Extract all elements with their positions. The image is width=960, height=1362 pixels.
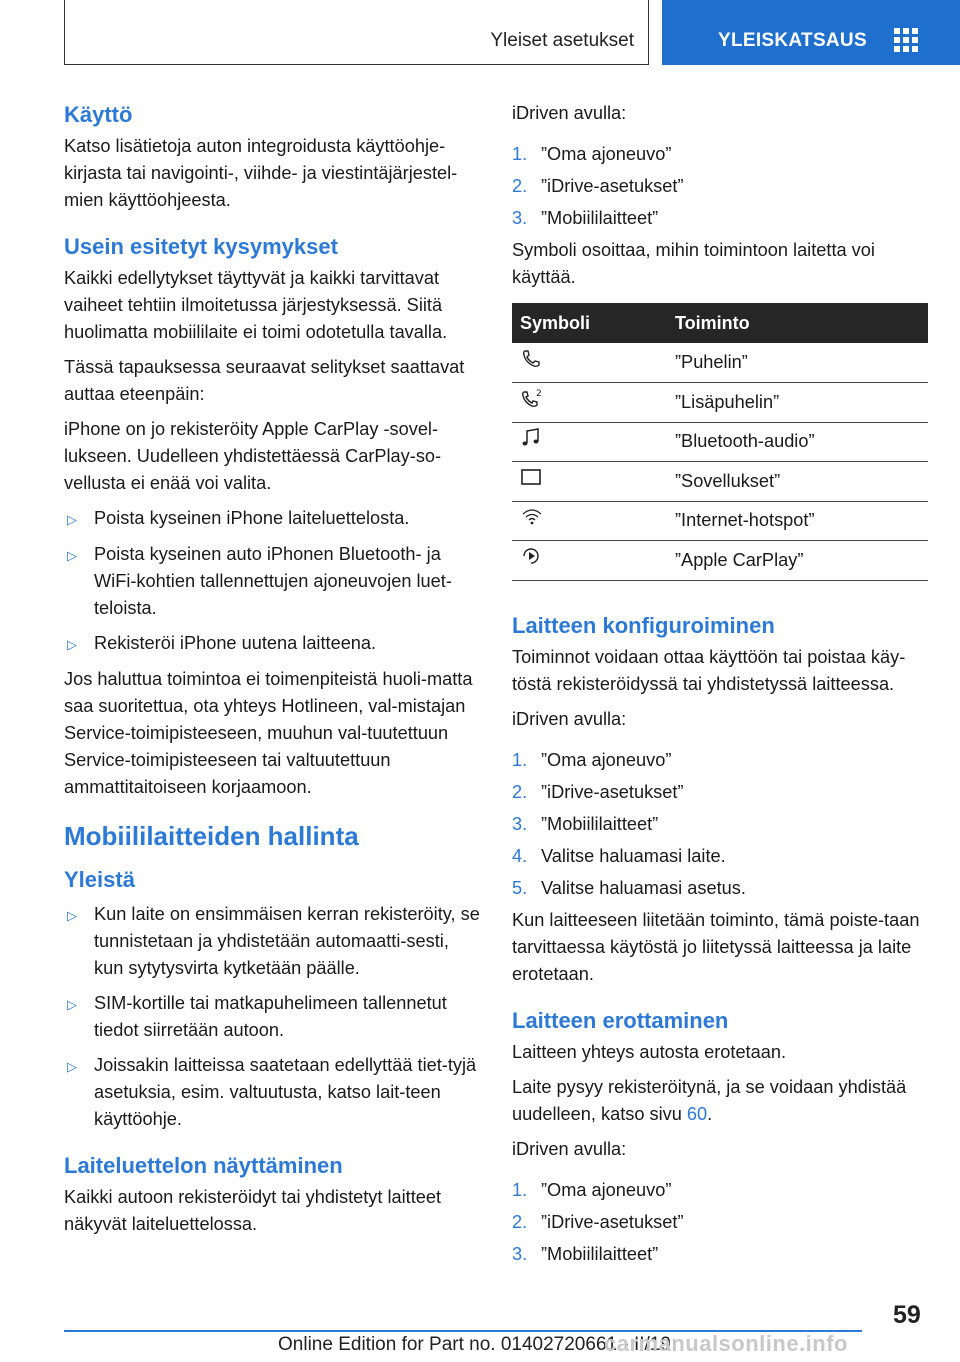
paragraph: Symboli osoittaa, mihin toimintoon laitetta voi käyttää. (512, 240, 875, 287)
step-item: 1. ”Oma ajoneuvo” (512, 1179, 672, 1200)
list-item: ▷ Poista kyseinen iPhone laiteluettelosta. (64, 505, 480, 533)
paragraph: Toiminnot voidaan ottaa käyttöön tai poistaa käy-töstä rekisteröidyssä tai yhdistetyssä laitteessa. (512, 646, 906, 694)
heading-kaytto: Käyttö (64, 102, 133, 127)
paragraph: iPhone on jo rekisteröity Apple CarPlay -sovel-lukseen. Uudelleen yhdistettäessä CarPlay-so-vellusta ei enää voi valita. (64, 419, 442, 493)
step-item: 5. Valitse haluamasi asetus. (512, 877, 746, 898)
list-item: ▷ Rekisteröi iPhone uutena laitteena. (64, 630, 480, 658)
paragraph: Kaikki edellytykset täyttyvät ja kaikki tarvittavat vaiheet tehtiin ilmoitetussa järjestyksessä. Siitä huolimatta mobiililaite ei toimi odotetulla tavalla. (64, 268, 448, 342)
watermark: carmanualsonline.info (604, 1331, 848, 1356)
paragraph: Katso lisätietoja auton integroidusta käyttöohje-kirjasta tai navigointi-, viihde- ja viestintäjärjestel-mien käyttöohjeesta. (64, 136, 458, 210)
symbol-table (512, 303, 928, 581)
heading-mobile-devices: Mobiililaitteiden hallinta (64, 821, 359, 851)
table-row: ”Sovellukset” (512, 462, 928, 502)
paragraph: Laitteen yhteys autosta erotetaan. (512, 1041, 787, 1062)
idrive-intro: iDriven avulla: (512, 103, 627, 123)
step-item: 1. ”Oma ajoneuvo” (512, 749, 672, 770)
heading-yleista: Yleistä (64, 867, 135, 892)
list-item: ▷ SIM-kortille tai matkapuhelimeen tallennetut tiedot siirretään autoon. (64, 990, 480, 1044)
apps-window-icon (520, 467, 542, 487)
svg-text:2: 2 (536, 389, 542, 400)
step-item: 4. Valitse haluamasi laite. (512, 845, 726, 866)
section-header (64, 0, 649, 65)
heading-faq: Usein esitetyt kysymykset (64, 234, 338, 259)
table-row: ”Internet-hotspot” (512, 501, 928, 541)
table-row: ”Puhelin” (512, 343, 928, 383)
edition-text: Online Edition for Part no. 01402720661 - II/19 (278, 1334, 671, 1355)
page-number: 59 (893, 1301, 921, 1329)
step-item: 3. ”Mobiililaitteet” (512, 813, 659, 834)
grid-menu-icon[interactable] (894, 28, 920, 52)
idrive-intro: iDriven avulla: (512, 1138, 627, 1159)
wifi-icon (520, 506, 544, 528)
step-item: 2. ”iDrive-asetukset” (512, 176, 684, 196)
table-row: ”Bluetooth-audio” (512, 422, 928, 462)
triangle-bullet-icon: ▷ (67, 512, 77, 527)
paragraph: Jos haluttua toimintoa ei toimenpiteistä huoli-matta saa suoritettua, ota yhteys Hotlineen, val-mistajan Service-toimipisteeseen, muuhun val-tuutettuun Service-toimipisteeseen tai valtuutettuun ammattitaitoiseen korjaamoon. (64, 669, 473, 797)
list-item: ▷ Poista kyseinen auto iPhonen Bluetooth- ja WiFi-kohtien tallennettujen ajoneuvojen luet-teloista. (64, 541, 480, 622)
paragraph: Kun laitteeseen liitetään toiminto, tämä poiste-taan tarvittaessa käytöstä jo liitetyssä laitteessa ja laite erotetaan. (512, 909, 920, 984)
triangle-bullet-icon: ▷ (67, 637, 77, 652)
idrive-intro: iDriven avulla: (512, 708, 627, 729)
table-row: 2 ”Lisäpuhelin” (512, 383, 928, 423)
triangle-bullet-icon: ▷ (67, 908, 77, 923)
table-header-symbol: Symboli (512, 303, 667, 343)
table-row: ”Apple CarPlay” (512, 541, 928, 581)
paragraph: Kaikki autoon rekisteröidyt tai yhdistetyt laitteet näkyvät laiteluettelossa. (64, 1187, 442, 1234)
triangle-bullet-icon: ▷ (67, 1059, 77, 1074)
page-link[interactable]: 60 (686, 1103, 708, 1124)
step-item: 2. ”iDrive-asetukset” (512, 781, 684, 802)
triangle-bullet-icon: ▷ (67, 997, 77, 1012)
carplay-icon (520, 545, 542, 567)
list-item: ▷ Kun laite on ensimmäisen kerran rekisteröity, se tunnistetaan ja yhdistetään automaatti-sesti, kun sytytysvirta kytketään päälle. (64, 901, 480, 982)
section-title: Yleiset asetukset (490, 30, 634, 51)
heading-configure: Laitteen konfiguroiminen (512, 612, 775, 638)
heading-device-list: Laiteluettelon näyttäminen (64, 1153, 343, 1178)
step-item: 1. ”Oma ajoneuvo” (512, 144, 672, 164)
music-note-icon (520, 427, 542, 449)
phone-2-icon (520, 387, 544, 409)
step-item: 3. ”Mobiililaitteet” (512, 208, 659, 228)
list-item: ▷ Joissakin laitteissa saatetaan edellyttää tiet-tyjä asetuksia, esim. valtuutusta, katso lait-teen käyttöohje. (64, 1052, 480, 1133)
phone-icon (520, 348, 542, 370)
left-column (64, 100, 480, 1246)
triangle-bullet-icon: ▷ (67, 548, 77, 563)
paragraph: Tässä tapauksessa seuraavat selitykset saattavat auttaa eteenpäin: (64, 357, 465, 404)
paragraph: Laite pysyy rekisteröitynä, ja se voidaan yhdistää uudelleen, katso sivu 60. (512, 1076, 907, 1124)
right-column (512, 100, 930, 1273)
overview-tab-label: YLEISKATSAUS (718, 30, 867, 51)
overview-tab[interactable] (662, 0, 960, 65)
step-item: 3. ”Mobiililaitteet” (512, 1243, 659, 1264)
heading-disconnect: Laitteen erottaminen (512, 1007, 729, 1033)
table-header-function: Toiminto (667, 303, 928, 343)
step-item: 2. ”iDrive-asetukset” (512, 1211, 684, 1232)
